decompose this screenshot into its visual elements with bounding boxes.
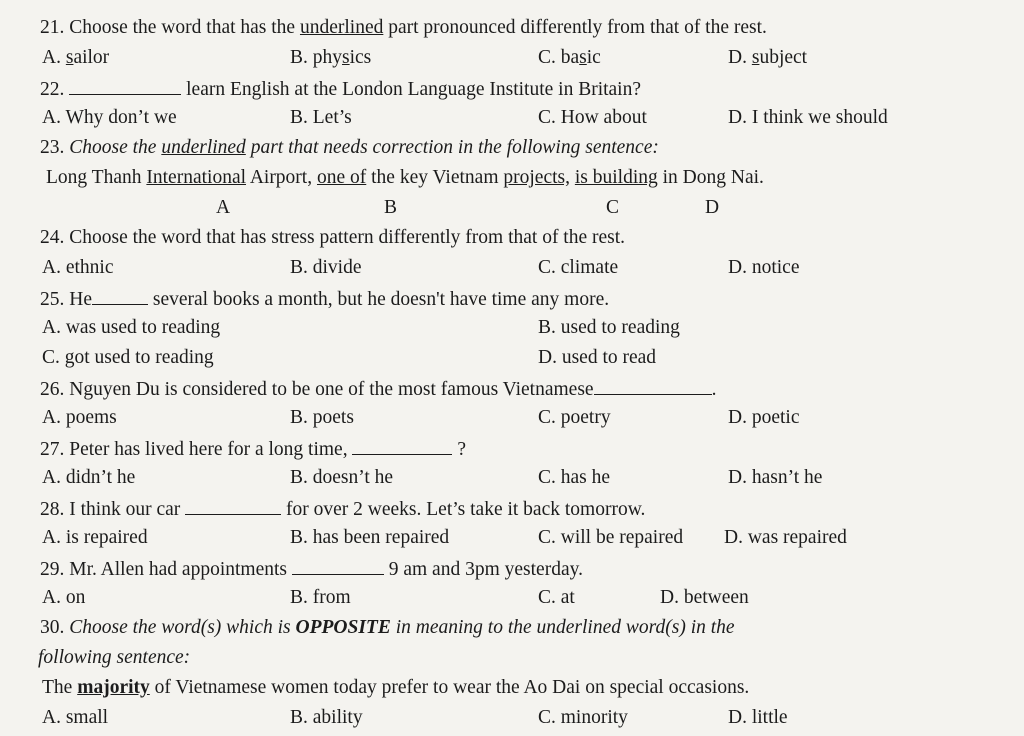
- option-24-c[interactable]: C. climate: [538, 257, 619, 278]
- question-text: Choose the word that has stress pattern differently from that of the rest.: [69, 227, 626, 248]
- question-text: learn English at the London Language Institute in Britain?: [181, 79, 642, 100]
- question-28: [40, 496, 645, 522]
- option-26-c[interactable]: C. poetry: [538, 407, 611, 428]
- answer-blank: [352, 436, 452, 455]
- option-22-d[interactable]: D. I think we should: [728, 107, 888, 128]
- question-text: part that needs correction in the following sentence:: [245, 137, 659, 158]
- letter-d: D: [705, 197, 720, 218]
- part-a[interactable]: International: [146, 167, 247, 188]
- question-number: 30.: [40, 617, 65, 638]
- question-text: in meaning to the underlined word(s) in the: [390, 617, 735, 638]
- question-text: part pronounced differently from that of the rest.: [383, 17, 767, 38]
- option-27-c[interactable]: C. has he: [538, 467, 611, 488]
- option-26-b[interactable]: B. poets: [290, 407, 354, 428]
- option-22-c[interactable]: C. How about: [538, 107, 647, 128]
- question-text: ?: [452, 439, 466, 460]
- underlined-word: majority: [77, 677, 150, 698]
- question-text: Mr. Allen had appointments: [69, 559, 292, 580]
- question-number: 22.: [40, 79, 65, 100]
- question-text: Choose the word that has the: [69, 17, 300, 38]
- option-25-c[interactable]: C. got used to reading: [42, 347, 214, 368]
- question-number: 24.: [40, 227, 65, 248]
- question-text: Choose the word(s) which is: [69, 617, 296, 638]
- question-number: 26.: [40, 379, 65, 400]
- question-text: several books a month, but he doesn't have time any more.: [148, 289, 610, 310]
- question-27: [40, 436, 466, 462]
- question-24: [40, 226, 625, 250]
- option-22-a[interactable]: A. Why don’t we: [42, 107, 177, 128]
- question-number: 29.: [40, 559, 65, 580]
- option-24-b[interactable]: B. divide: [290, 257, 362, 278]
- option-27-a[interactable]: A. didn’t he: [42, 467, 136, 488]
- option-30-b[interactable]: B. ability: [290, 707, 363, 728]
- option-29-a[interactable]: A. on: [42, 587, 86, 608]
- option-29-d[interactable]: D. between: [660, 587, 749, 608]
- option-21-a[interactable]: A. sailor: [42, 47, 110, 68]
- question-text: .: [711, 379, 717, 400]
- letter-b: B: [384, 197, 398, 218]
- option-27-b[interactable]: B. doesn’t he: [290, 467, 394, 488]
- emphasis-word: OPPOSITE: [295, 617, 391, 638]
- option-29-b[interactable]: B. from: [290, 587, 351, 608]
- option-22-b[interactable]: B. Let’s: [290, 107, 352, 128]
- question-text: Choose the: [69, 137, 162, 158]
- option-26-d[interactable]: D. poetic: [728, 407, 800, 428]
- question-26: [40, 376, 716, 402]
- option-30-d[interactable]: D. little: [728, 707, 788, 728]
- letter-a: A: [216, 197, 231, 218]
- option-25-b[interactable]: B. used to reading: [538, 317, 680, 338]
- option-28-c[interactable]: C. will be repaired: [538, 527, 684, 548]
- antonym-sentence: The majority of Vietnamese women today prefer to wear the Ao Dai on special occasions.: [42, 677, 750, 698]
- question-22: [40, 76, 641, 102]
- question-30-line2: following sentence:: [38, 647, 191, 668]
- letter-c: C: [606, 197, 620, 218]
- correction-sentence: Long Thanh International Airport, one of the key Vietnam projects, is building in Dong Nai.: [46, 167, 764, 188]
- option-30-a[interactable]: A. small: [42, 707, 109, 728]
- option-21-c[interactable]: C. basic: [538, 47, 601, 68]
- option-24-d[interactable]: D. notice: [728, 257, 800, 278]
- question-text: I think our car: [69, 499, 186, 520]
- answer-blank: [92, 286, 148, 305]
- question-text: 9 am and 3pm yesterday.: [383, 559, 583, 580]
- question-23: [40, 136, 659, 160]
- option-30-c[interactable]: C. minority: [538, 707, 628, 728]
- option-25-d[interactable]: D. used to read: [538, 347, 657, 368]
- option-27-d[interactable]: D. hasn’t he: [728, 467, 823, 488]
- underlined-word: underlined: [299, 17, 384, 38]
- question-number: 25.: [40, 289, 65, 310]
- option-24-a[interactable]: A. ethnic: [42, 257, 114, 278]
- option-28-a[interactable]: A. is repaired: [42, 527, 148, 548]
- option-25-a[interactable]: A. was used to reading: [42, 317, 221, 338]
- option-28-b[interactable]: B. has been repaired: [290, 527, 450, 548]
- option-28-d[interactable]: D. was repaired: [724, 527, 847, 548]
- answer-blank: [69, 76, 181, 95]
- part-d[interactable]: is building: [574, 167, 658, 188]
- option-29-c[interactable]: C. at: [538, 587, 575, 608]
- question-25: [40, 286, 609, 312]
- answer-blank: [594, 376, 712, 395]
- question-number: 27.: [40, 439, 65, 460]
- question-text: Nguyen Du is considered to be one of the most famous Vietnamese: [69, 379, 594, 400]
- question-number: 28.: [40, 499, 65, 520]
- question-number: 23.: [40, 137, 65, 158]
- part-c[interactable]: projects,: [503, 167, 570, 188]
- question-number: 21.: [40, 17, 65, 38]
- option-26-a[interactable]: A. poems: [42, 407, 117, 428]
- question-29: [40, 556, 583, 582]
- question-text: for over 2 weeks. Let’s take it back tomorrow.: [281, 499, 646, 520]
- answer-blank: [185, 496, 281, 515]
- question-text: He: [69, 289, 92, 310]
- question-21: [40, 16, 767, 40]
- option-21-d[interactable]: D. subject: [728, 47, 808, 68]
- part-b[interactable]: one of: [316, 167, 367, 188]
- underlined-word: underlined: [161, 137, 246, 158]
- option-21-b[interactable]: B. physics: [290, 47, 372, 68]
- answer-blank: [292, 556, 384, 575]
- question-30: [40, 616, 735, 640]
- question-text: Peter has lived here for a long time,: [69, 439, 353, 460]
